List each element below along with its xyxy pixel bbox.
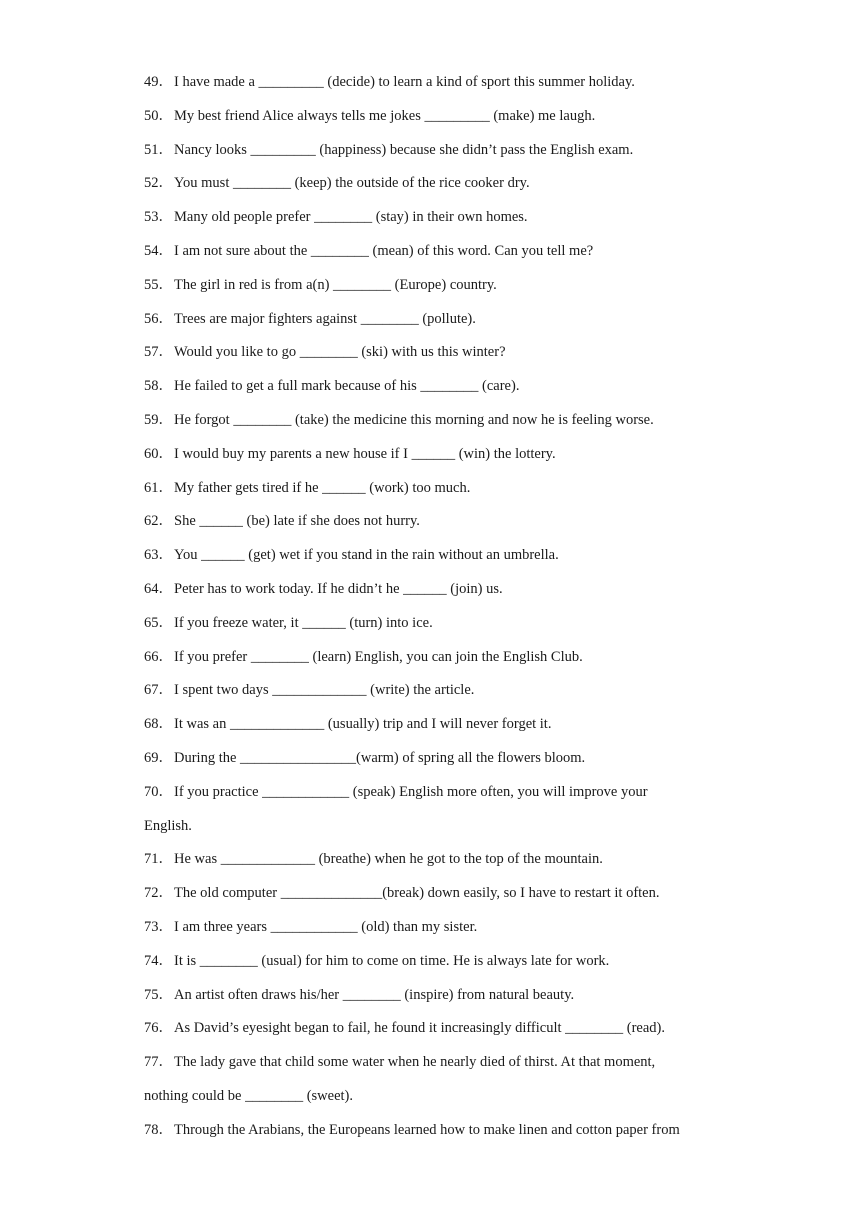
question-text: nothing could be ________ (sweet).: [144, 1087, 354, 1104]
question-number: 68．: [144, 716, 173, 733]
question-line: [144, 336, 724, 370]
question-number: 55．: [144, 276, 173, 293]
question-line: [144, 641, 724, 675]
question-number: 61．: [144, 479, 173, 496]
question-number: 52．: [144, 175, 173, 192]
question-number: 54．: [144, 242, 173, 259]
question-number: 62．: [144, 513, 173, 530]
question-line: [144, 404, 724, 438]
question-number: 72．: [144, 885, 173, 902]
question-list: [144, 66, 724, 1148]
question-text: He was _____________ (breathe) when he got to the top of the mountain.: [174, 851, 603, 868]
question-text: An artist often draws his/her ________ (inspire) from natural beauty.: [174, 986, 575, 1003]
question-text: If you prefer ________ (learn) English, you can join the English Club.: [174, 648, 583, 665]
question-text: I spent two days _____________ (write) the article.: [174, 682, 475, 699]
question-line: [144, 1080, 724, 1114]
question-text: As David’s eyesight began to fail, he found it increasingly difficult ________ (read).: [174, 1020, 666, 1037]
question-line: [144, 911, 724, 945]
question-text: The girl in red is from a(n) ________ (Europe) country.: [174, 276, 497, 293]
question-text: My best friend Alice always tells me jokes _________ (make) me laugh.: [174, 107, 596, 124]
question-text: Peter has to work today. If he didn’t he ______ (join) us.: [174, 580, 503, 597]
question-line: [144, 1114, 724, 1148]
question-line: [144, 742, 724, 776]
question-line: [144, 269, 724, 303]
question-line: [144, 505, 724, 539]
question-number: 73．: [144, 918, 173, 935]
question-text: Through the Arabians, the Europeans learned how to make linen and cotton paper from: [174, 1121, 680, 1138]
question-line: [144, 945, 724, 979]
question-number: 60．: [144, 445, 173, 462]
question-number: 57．: [144, 344, 173, 361]
question-text: English.: [144, 817, 192, 834]
question-line: [144, 607, 724, 641]
question-text: He forgot ________ (take) the medicine this morning and now he is feeling worse.: [174, 411, 654, 428]
question-text: You must ________ (keep) the outside of the rice cooker dry.: [174, 175, 530, 192]
question-line: [144, 843, 724, 877]
question-number: 65．: [144, 614, 173, 631]
question-text: She ______ (be) late if she does not hurry.: [174, 513, 420, 530]
question-number: 69．: [144, 749, 173, 766]
question-line: [144, 979, 724, 1013]
question-line: [144, 674, 724, 708]
question-number: 59．: [144, 411, 173, 428]
question-number: 64．: [144, 580, 173, 597]
question-line: [144, 201, 724, 235]
question-line: [144, 1012, 724, 1046]
question-text: I have made a _________ (decide) to learn a kind of sport this summer holiday.: [174, 74, 635, 90]
question-line: [144, 438, 724, 472]
question-text: If you freeze water, it ______ (turn) into ice.: [174, 614, 433, 631]
question-line: [144, 573, 724, 607]
question-text: Many old people prefer ________ (stay) in their own homes.: [174, 209, 528, 226]
question-text: The lady gave that child some water when he nearly died of thirst. At that moment,: [174, 1054, 656, 1071]
question-number: 50．: [144, 107, 173, 124]
question-line: [144, 539, 724, 573]
question-line: [144, 370, 724, 404]
question-line: [144, 810, 724, 844]
question-number: 56．: [144, 310, 173, 327]
question-number: 76．: [144, 1020, 173, 1037]
question-line: [144, 134, 724, 168]
question-text: Would you like to go ________ (ski) with us this winter?: [174, 344, 506, 361]
question-text: I am three years ____________ (old) than my sister.: [174, 918, 478, 935]
question-text: Trees are major fighters against ________ (pollute).: [174, 310, 476, 327]
question-number: 78．: [144, 1121, 173, 1138]
question-line: [144, 167, 724, 201]
question-text: It is ________ (usual) for him to come on time. He is always late for work.: [174, 952, 610, 969]
question-number: 71．: [144, 851, 173, 868]
question-line: [144, 100, 724, 134]
question-number: 63．: [144, 547, 173, 564]
question-line: [144, 1046, 724, 1080]
question-number: 74．: [144, 952, 173, 969]
question-number: 70．: [144, 783, 173, 800]
question-number: 66．: [144, 648, 173, 665]
question-line: [144, 708, 724, 742]
question-text: My father gets tired if he ______ (work) too much.: [174, 479, 471, 496]
question-text: During the ________________(warm) of spring all the flowers bloom.: [174, 749, 586, 766]
question-text: It was an _____________ (usually) trip and I will never forget it.: [174, 716, 552, 733]
question-line: [144, 472, 724, 506]
question-text: I would buy my parents a new house if I ______ (win) the lottery.: [174, 445, 556, 462]
question-text: The old computer ______________(break) down easily, so I have to restart it often.: [174, 885, 660, 902]
question-line: [144, 776, 724, 810]
question-number: 53．: [144, 209, 173, 226]
question-number: 75．: [144, 986, 173, 1003]
question-number: 58．: [144, 378, 173, 395]
question-text: He failed to get a full mark because of his ________ (care).: [174, 378, 520, 395]
question-number: 77．: [144, 1054, 173, 1071]
question-number: 49．: [144, 74, 173, 90]
question-number: 51．: [144, 141, 173, 158]
question-number: 67．: [144, 682, 173, 699]
question-text: I am not sure about the ________ (mean) of this word. Can you tell me?: [174, 242, 594, 259]
question-text: If you practice ____________ (speak) English more often, you will improve your: [174, 783, 648, 800]
question-line: [144, 66, 724, 100]
question-line: [144, 303, 724, 337]
question-line: [144, 877, 724, 911]
question-text: You ______ (get) wet if you stand in the rain without an umbrella.: [174, 547, 559, 564]
question-text: Nancy looks _________ (happiness) because she didn’t pass the English exam.: [174, 141, 634, 158]
question-line: [144, 235, 724, 269]
